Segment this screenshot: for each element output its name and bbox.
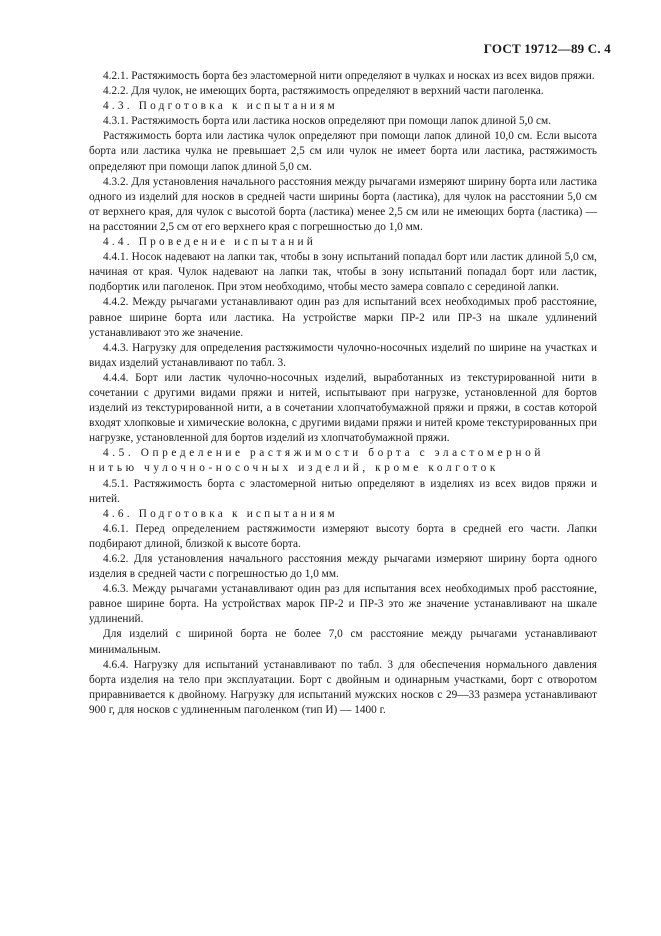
paragraph-4-3-1-cont: Растяжимость борта или ластика чулок определяют при помощи лапок длиной 10,0 см. Если высота борта или ластика чулка не превышает 2,5 см или чулок не имеет борта или ластика, растяжимость определяют при помощи лапок длиной 5,0 см.: [89, 130, 597, 173]
paragraph-4-4-2: 4.4.2. Между рычагами устанавливают один раз для испытаний всех необходимых проб расстояние, равное ширине борта или ластика. На устройстве марки ПР-2 или ПР-3 на шкале удлинений устанавливают это же значение.: [89, 296, 597, 339]
paragraph-4-6-2: 4.6.2. Для установления начального расстояния между рычагами измеряют ширину борта одного изделия в средней части с погрешностью до 1,0 мм.: [89, 553, 597, 581]
page-header: ГОСТ 19712—89 С. 4: [483, 41, 611, 56]
paragraph-4-6-3: 4.6.3. Между рычагами устанавливают один раз для испытания всех необходимых проб расстояние, равное ширине борта. На устройствах марок ПР-2 и ПР-3 это же значение устанавливают на шкале удлинений.: [89, 583, 597, 626]
section-heading-4-4: 4.4. Проведение испытаний: [103, 236, 316, 249]
paragraph-4-2-1: 4.2.1. Растяжимость борта без эластомерной нити определяют в чулках и носках из всех видов пряжи.: [103, 70, 595, 82]
paragraph-4-4-1: 4.4.1. Носок надевают на лапки так, чтобы в зону испытаний попадал борт или ластик длиной 5,0 см, начиная от края. Чулок надевают на лапки так, чтобы в зону испытаний попадал борт или ластик, подбортик или паголенок. При этом необходимо, чтобы место замера совпало с серединой лапки.: [89, 251, 597, 294]
document-body: [89, 69, 597, 718]
paragraph-4-4-4: 4.4.4. Борт или ластик чулочно-носочных изделий, выработанных из текстурированной нити в сочетании с другими видами пряжи и нитей, испытывают при нагрузке, установленной для бортов изделий из текстурированной нити, а в сочетании хлопчатобумажной пряжи и пряжи, в состав которой входят хлопковые и химические волокна, с другими видами пряжи и нитей кроме текстурированных при нагрузке, установленной для бортов изделий из хлопчатобумажной пряжи.: [89, 371, 597, 445]
paragraph-4-6-3-cont: Для изделий с шириной борта не более 7,0 см расстояние между рычагами устанавливают минимальным.: [89, 628, 597, 656]
section-heading-4-6: 4.6. Подготовка к испытаниям: [103, 507, 338, 520]
paragraph-4-5-1: 4.5.1. Растяжимость борта с эластомерной нитью определяют в изделиях из всех видов пряжи и нитей.: [89, 477, 597, 505]
paragraph-4-6-1: 4.6.1. Перед определением растяжимости измеряют высоту борта в средней его части. Лапки подбирают длиной, близкой к высоте борта.: [89, 522, 597, 550]
section-heading-4-3: 4.3. Подготовка к испытаниям: [103, 100, 338, 113]
section-heading-4-5: 4.5. Определение растяжимости борта с эластомерной нитью чулочно-носочных изделий, кроме колготок: [89, 447, 544, 475]
paragraph-4-4-3: 4.4.3. Нагрузку для определения растяжимости чулочно-носочных изделий по ширине на участках и видах изделий устанавливают по табл. 3.: [89, 341, 597, 369]
paragraph-4-3-2: 4.3.2. Для установления начального расстояния между рычагами измеряют ширину борта или ластика одного из изделий для носков в средней части ширины борта (ластика), для чулок на расстоянии 5,0 см от верхнего края, для чулок с высотой борта (ластика) менее 2,5 см или не имеющих борта (ластика) — на расстоянии 2,5 см от его верхнего края с погрешностью до 1,0 мм.: [89, 175, 597, 233]
paragraph-4-6-4: 4.6.4. Нагрузку для испытаний устанавливают по табл. 3 для обеспечения нормального давления борта изделия на тело при эксплуатации. Борт с двойным и одинарным участками, борт с отворотом приравнивается к двойному. Нагрузку для испытаний мужских носков с 29—33 размера устанавливают 900 г, для носков с удлиненным паголенком (тип И) — 1400 г.: [89, 658, 597, 716]
paragraph-4-3-1: 4.3.1. Растяжимость борта или ластика носков определяют при помощи лапок длиной 5,0 см.: [103, 115, 551, 128]
paragraph-4-2-2: 4.2.2. Для чулок, не имеющих борта, растяжимость определяют в верхний части паголенка.: [103, 85, 544, 98]
